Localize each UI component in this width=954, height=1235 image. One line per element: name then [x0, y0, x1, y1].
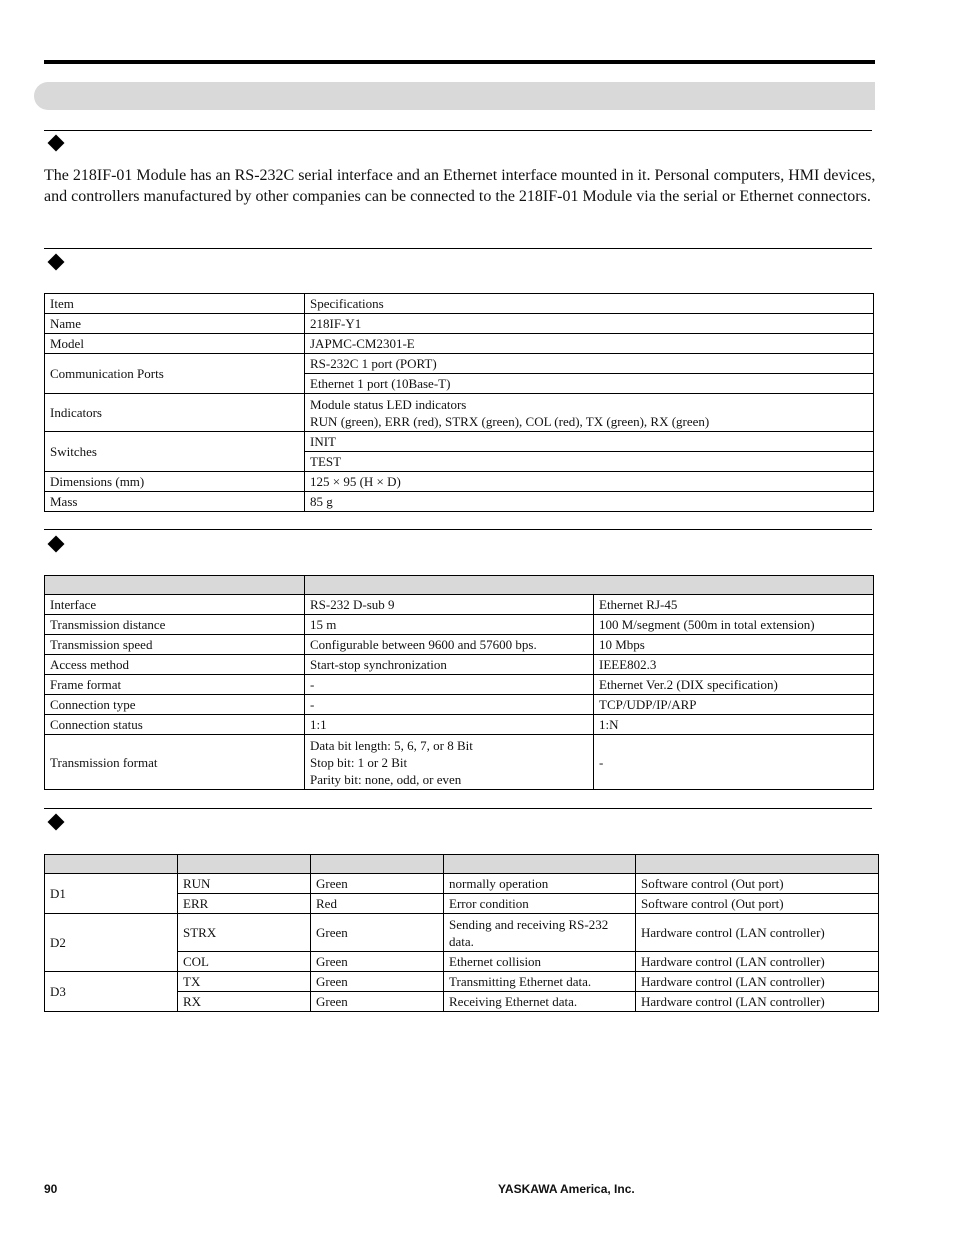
table-cell: Green [311, 914, 444, 952]
footer-company: YASKAWA America, Inc. [498, 1182, 635, 1196]
table-row [45, 874, 879, 894]
table-cell: ERR [178, 894, 311, 914]
table-header-cell [45, 576, 305, 595]
table-cell: Indicators [45, 394, 305, 432]
table-cell: JAPMC-CM2301-E [305, 334, 874, 354]
table-cell: Green [311, 952, 444, 972]
table-cell: Green [311, 972, 444, 992]
table-cell: Hardware control (LAN controller) [636, 972, 879, 992]
table-cell: Ethernet collision [444, 952, 636, 972]
section-divider [44, 529, 872, 530]
table-cell: IEEE802.3 [594, 655, 874, 675]
table-cell: Error condition [444, 894, 636, 914]
table-cell: RS-232C 1 port (PORT) [305, 354, 874, 374]
table-row [45, 655, 874, 675]
table-cell: Green [311, 874, 444, 894]
top-rule [44, 60, 875, 64]
table-row [45, 735, 874, 790]
specifications-table [44, 293, 874, 512]
table-cell: Switches [45, 432, 305, 472]
table-cell: 218IF-Y1 [305, 314, 874, 334]
section-divider [44, 248, 872, 249]
table-cell: RUN [178, 874, 311, 894]
table-cell: Ethernet 1 port (10Base-T) [305, 374, 874, 394]
section-bullet-icon [48, 536, 65, 553]
table-cell: Ethernet Ver.2 (DIX specification) [594, 675, 874, 695]
table-cell: Software control (Out port) [636, 874, 879, 894]
section-divider [44, 808, 872, 809]
table-cell: Dimensions (mm) [45, 472, 305, 492]
table-header-cell [45, 855, 178, 874]
table-cell: COL [178, 952, 311, 972]
table-row [45, 294, 874, 314]
table-cell: 15 m [305, 615, 594, 635]
table-cell: TEST [305, 452, 874, 472]
cell-line: Data bit length: 5, 6, 7, or 8 Bit [310, 737, 473, 753]
cell-line: Stop bit: 1 or 2 Bit [310, 754, 408, 770]
table-cell: 125 × 95 (H × D) [305, 472, 874, 492]
table-cell: Item [45, 294, 305, 314]
table-cell: Configurable between 9600 and 57600 bps. [305, 635, 594, 655]
table-row [45, 334, 874, 354]
cell-line: RUN (green), ERR (red), STRX (green), COL (red), TX (green), RX (green) [310, 413, 710, 429]
transmission-table [44, 575, 874, 790]
table-cell: RX [178, 992, 311, 1012]
section-title-bar [34, 82, 875, 110]
table-cell: Hardware control (LAN controller) [636, 992, 879, 1012]
table-cell: - [305, 675, 594, 695]
table-row [45, 914, 879, 952]
table-header-cell [305, 576, 874, 595]
table-cell: Transmitting Ethernet data. [444, 972, 636, 992]
table-cell: 1:1 [305, 715, 594, 735]
table-cell: 10 Mbps [594, 635, 874, 655]
table-header-cell [311, 855, 444, 874]
table-cell: INIT [305, 432, 874, 452]
table-cell [305, 735, 594, 790]
table-cell: 100 M/segment (500m in total extension) [594, 615, 874, 635]
table-cell: Transmission speed [45, 635, 305, 655]
table-cell: normally operation [444, 874, 636, 894]
section-bullet-icon [48, 254, 65, 271]
table-row [45, 635, 874, 655]
table-cell: D2 [45, 914, 178, 972]
table-cell: 1:N [594, 715, 874, 735]
table-cell: Connection type [45, 695, 305, 715]
table-cell: - [594, 735, 874, 790]
table-cell: RS-232 D-sub 9 [305, 595, 594, 615]
table-header-row [45, 576, 874, 595]
table-row [45, 472, 874, 492]
table-header-row [45, 855, 879, 874]
led-indicator-table [44, 854, 879, 1012]
table-row [45, 675, 874, 695]
table-cell [305, 394, 874, 432]
section-bullet-icon [48, 135, 65, 152]
table-cell: Transmission distance [45, 615, 305, 635]
table-header-cell [636, 855, 879, 874]
table-cell: 85 g [305, 492, 874, 512]
table-cell: Access method [45, 655, 305, 675]
table-cell: TCP/UDP/IP/ARP [594, 695, 874, 715]
table-cell: Software control (Out port) [636, 894, 879, 914]
table-cell: Name [45, 314, 305, 334]
table-row [45, 394, 874, 432]
table-cell: Specifications [305, 294, 874, 314]
section-bullet-icon [48, 814, 65, 831]
table-cell: Frame format [45, 675, 305, 695]
table-cell: Mass [45, 492, 305, 512]
table-row [45, 695, 874, 715]
table-row [45, 354, 874, 374]
table-cell: Model [45, 334, 305, 354]
table-cell: Green [311, 992, 444, 1012]
table-cell: TX [178, 972, 311, 992]
table-row [45, 432, 874, 452]
table-cell: Connection status [45, 715, 305, 735]
table-row [45, 715, 874, 735]
table-cell: Hardware control (LAN controller) [636, 952, 879, 972]
intro-paragraph: The 218IF-01 Module has an RS-232C serial interface and an Ethernet interface mounted in it. Personal computers, HMI devices, and controllers manufactured by other companies can be connected to the 218IF-01 Module via the serial or Ethernet connectors. [44, 167, 876, 205]
cell-line: Parity bit: none, odd, or even [310, 771, 462, 787]
table-row [45, 314, 874, 334]
table-cell: Hardware control (LAN controller) [636, 914, 879, 952]
table-row [45, 972, 879, 992]
table-header-cell [444, 855, 636, 874]
table-cell: STRX [178, 914, 311, 952]
table-cell: - [305, 695, 594, 715]
table-cell: Interface [45, 595, 305, 615]
table-cell: D1 [45, 874, 178, 914]
table-row [45, 595, 874, 615]
table-header-cell [178, 855, 311, 874]
table-cell: D3 [45, 972, 178, 1012]
table-row [45, 615, 874, 635]
table-cell: Communication Ports [45, 354, 305, 394]
page-number: 90 [44, 1182, 58, 1196]
table-cell: Sending and receiving RS-232 data. [444, 914, 636, 952]
table-cell: Ethernet RJ-45 [594, 595, 874, 615]
table-cell: Receiving Ethernet data. [444, 992, 636, 1012]
table-cell: Red [311, 894, 444, 914]
table-cell: Transmission format [45, 735, 305, 790]
cell-line: Module status LED indicators [310, 396, 467, 412]
table-row [45, 492, 874, 512]
section-divider [44, 130, 872, 131]
table-cell: Start-stop synchronization [305, 655, 594, 675]
